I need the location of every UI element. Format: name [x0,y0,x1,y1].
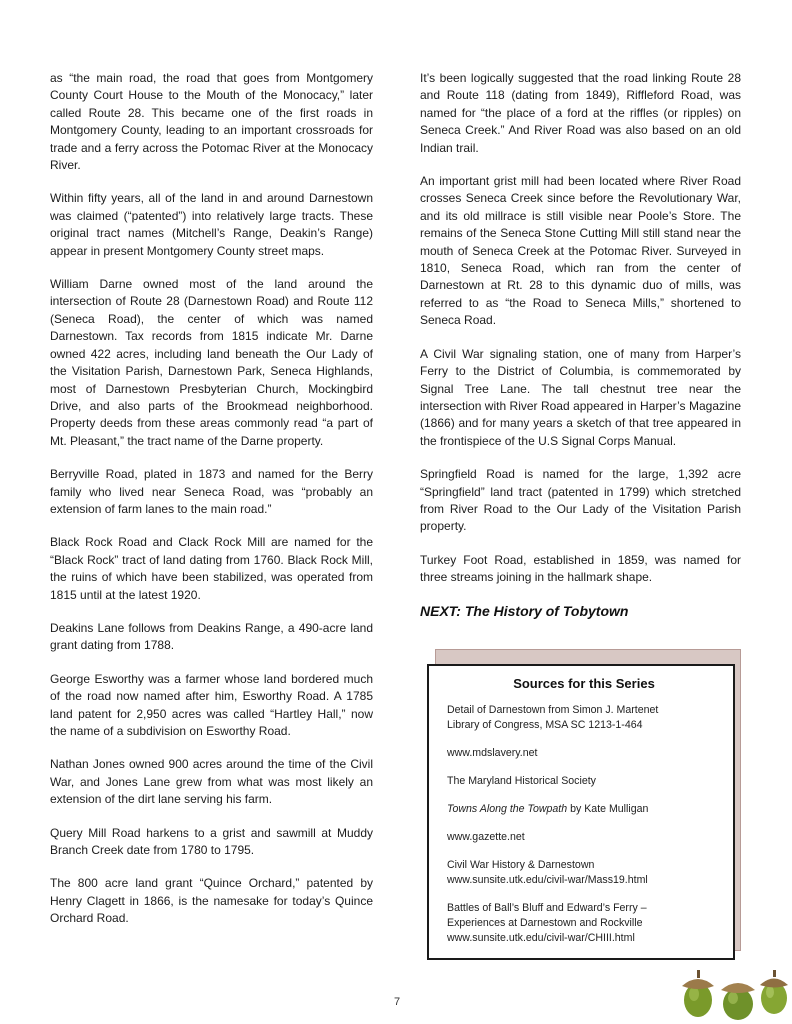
source-line: Battles of Ball’s Bluff and Edward’s Ferry – [447,902,647,914]
right-column [420,70,741,619]
source-mdslavery [447,746,721,761]
paragraph-berryville-road: Berryville Road, plated in 1873 and named for the Berry family who lived near Seneca Road, was “probably an extension of farm lanes to the main road.” [50,467,373,516]
paragraph-esworthy-road: George Esworthy was a farmer whose land bordered much of the road now named after him, Esworthy Road. A 1785 land patent for 2,950 acres was called “Hartley Hall,” now the name of a subdivision on Esworthy Road. [50,671,373,738]
paragraph-riffleford-road: It’s been logically suggested that the road linking Route 28 and Route 118 (dating from 1849), Riffleford Road, was named for “the place of a ford at the riffles (or ripples) on Seneca Creek.” And River Road was also based on an old Indian trail. [420,71,741,155]
sources-box [427,654,741,960]
sources-panel [427,664,735,960]
paragraph-deakins-lane: Deakins Lane follows from Deakins Range, a 490-acre land grant dating from 1788. [50,620,373,653]
paragraph-turkey-foot-road: Turkey Foot Road, established in 1859, was named for three streams joining in the hallmark shape. [420,552,741,585]
source-historical-society [447,774,721,789]
next-heading: NEXT: The History of Tobytown [420,602,629,619]
source-link: www.sunsite.utk.edu/civil-war/Mass19.html [447,874,648,886]
source-towpath-book [447,802,721,817]
acorn-middle-icon [721,983,755,1020]
book-title: Towns Along the Towpath [447,803,568,815]
source-line: Detail of Darnestown from Simon J. Martenet [447,704,659,716]
source-martenet [447,703,721,733]
paragraph-black-rock-road: Black Rock Road and Clack Rock Mill are named for the “Black Rock” tract of land dating from 1760. Black Rock Mill, the ruins of which have been stabilized, was operated from 1815 until at the latest 1920. [50,535,373,602]
paragraph-seneca-road: An important grist mill had been located where River Road crosses Seneca Creek since before the Revolutionary War, and its old millrace is still visible near Poole’s Store. The remains of the Seneca Stone Cutting Mill still stand near the mouth of Seneca Creek at the Potomac River. Surveyed in 1810, Seneca Road, which ran from the center of Darnestown at Rt. 28 to this dynamic duo of mills, was referred to as “the Road to Seneca Mills,” shortened to Seneca Road. [420,174,741,328]
paragraph-springfield-road: Springfield Road is named for the large, 1,392 acre “Springfield” land tract (patented in 1799) which stretched from River Road to the Our Lady of the Visitation Parish property. [420,467,741,534]
source-link: www.mdslavery.net [447,747,538,759]
acorn-right-icon [760,970,788,1014]
source-line: Library of Congress, MSA SC 1213-1-464 [447,719,643,731]
paragraph-main-road: as “the main road, the road that goes from Montgomery County Court House to the Mouth of the Monocacy,” later called Route 28. This became one of the first roads in Montgomery County, leading to an important crossroads for trade and a ferry across the Potomac River at the Monocacy River. [50,71,373,173]
paragraph-jones-lane: Nathan Jones owned 900 acres around the time of the Civil War, and Jones Lane grew from what was most likely an extension of the dirt lane serving his farm. [50,757,373,807]
source-balls-bluff [447,901,721,946]
source-line: The Maryland Historical Society [447,775,596,787]
source-line: Experiences at Darnestown and Rockville [447,917,643,929]
left-column [50,70,373,928]
paragraph-quince-orchard: The 800 acre land grant “Quince Orchard,” patented by Henry Clagett in 1866, is the namesake for today’s Quince Orchard Road. [50,876,373,926]
sources-title: Sources for this Series [513,676,655,691]
source-line: Civil War History & Darnestown [447,859,595,871]
source-link: www.sunsite.utk.edu/civil-war/CHIII.html [447,932,635,944]
book-author: by Kate Mulligan [567,803,649,815]
page-number: 7 [393,996,401,1008]
source-gazette [447,830,721,845]
paragraph-william-darne: William Darne owned most of the land around the intersection of Route 28 (Darnestown Road) and Route 112 (Seneca Road), the center of which was named Darnestown. Tax records from 1815 indicate Mr. Darne owned 422 acres, including land beneath the Our Lady of the Visitation Parish, Darnestown Park, Seneca Highlands, most of Darnestown Presbyterian Church, Mockingbird Drive, and also parts of the Brookmead neighborhood. Property deeds from these areas commonly read “a part of Mt. Pleasant,” the tract name of the Darne property. [50,277,373,448]
paragraph-signal-tree-lane: A Civil War signaling station, one of many from Harper’s Ferry to the District of Columbia, is commemorated by Signal Tree Lane. The tall chestnut tree near the intersection with River Road appeared in Harper’s Magazine (1866) and for many years a sketch of that tree appeared in the frontispiece of the U.S Signal Corps Manual. [420,346,741,448]
acorns-icon [676,958,792,1024]
source-line [447,802,721,817]
source-civil-war-darnestown [447,858,721,888]
source-link: www.gazette.net [447,831,525,843]
paragraph-patented-tracts: Within fifty years, all of the land in and around Darnestown was claimed (“patented”) into relatively large tracts. These original tract names (Mitchell’s Range, Deakin’s Range) appear in present Montgomery County street maps. [50,191,373,258]
paragraph-query-mill-road: Query Mill Road harkens to a grist and sawmill at Muddy Branch Creek date from 1780 to 1795. [50,825,373,858]
acorn-left-icon [682,970,714,1017]
